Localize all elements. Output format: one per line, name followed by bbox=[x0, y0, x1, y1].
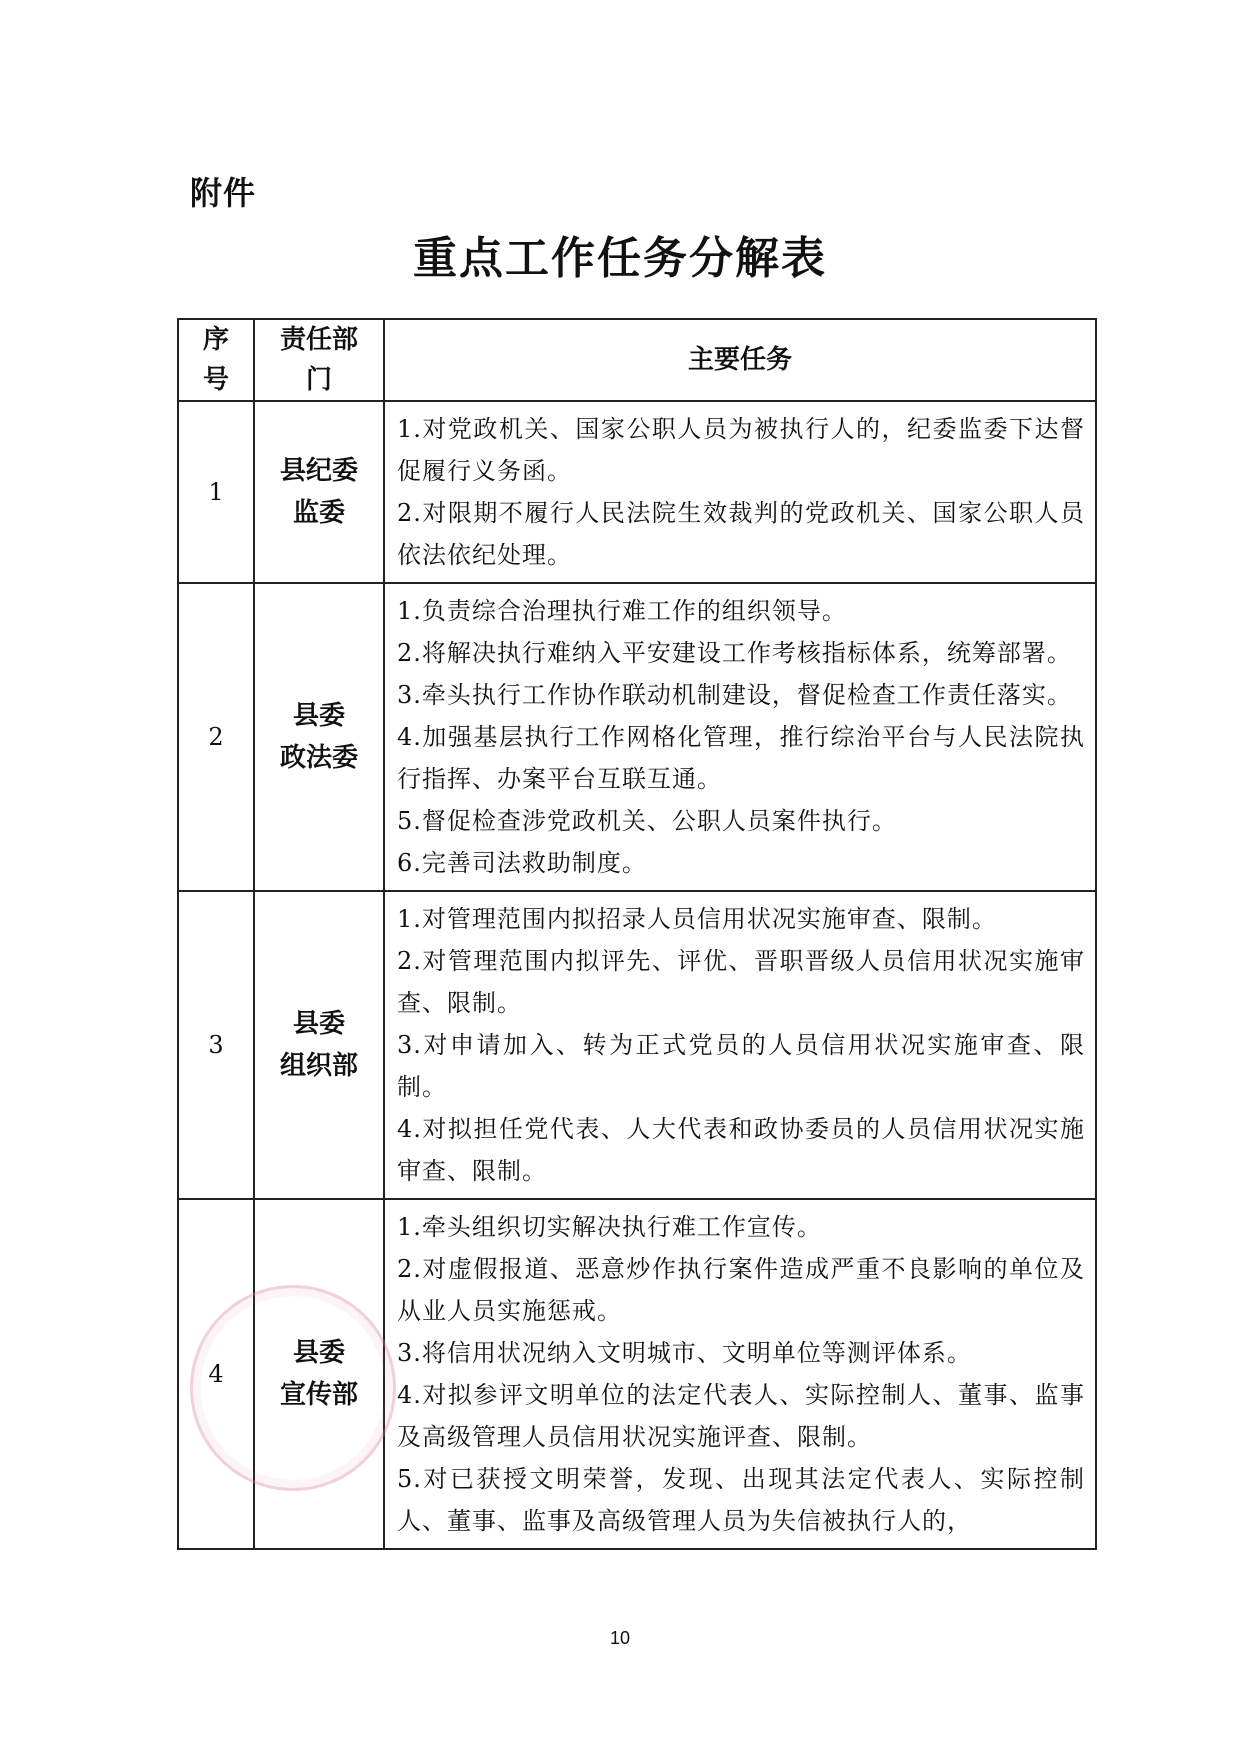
row-department bbox=[254, 401, 384, 583]
task-item: 4.加强基层执行工作网格化管理，推行综治平台与人民法院执行指挥、办案平台互联互通。 bbox=[397, 723, 1085, 793]
task-item: 1.对管理范围内拟招录人员信用状况实施审查、限制。 bbox=[397, 905, 997, 933]
task-item: 3.对申请加入、转为正式党员的人员信用状况实施审查、限制。 bbox=[397, 1031, 1085, 1101]
task-item: 5.督促检查涉党政机关、公职人员案件执行。 bbox=[397, 807, 897, 835]
table-row bbox=[178, 1199, 1096, 1549]
row-department bbox=[254, 891, 384, 1199]
header-department-line: 责任部 bbox=[279, 325, 358, 355]
task-item: 3.牵头执行工作协作联动机制建设，督促检查工作责任落实。 bbox=[397, 681, 1072, 709]
header-main-tasks: 主要任务 bbox=[384, 319, 1096, 401]
header-department-line: 门 bbox=[305, 365, 332, 395]
row-department bbox=[254, 1199, 384, 1549]
document-title: 重点工作任务分解表 bbox=[413, 233, 827, 284]
task-item: 1.对党政机关、国家公职人员为被执行人的，纪委监委下达督促履行义务函。 bbox=[397, 415, 1085, 485]
row-tasks bbox=[384, 891, 1096, 1199]
attachment-label: 附件 bbox=[190, 174, 257, 212]
header-serial-line: 号 bbox=[202, 365, 229, 395]
table-row bbox=[178, 401, 1096, 583]
header-responsible-department bbox=[254, 319, 384, 401]
task-breakdown-table bbox=[177, 318, 1097, 1550]
page-number: 10 bbox=[609, 1628, 631, 1648]
department-line: 组织部 bbox=[279, 1051, 358, 1081]
task-item: 4.对拟担任党代表、人大代表和政协委员的人员信用状况实施审查、限制。 bbox=[397, 1115, 1085, 1185]
task-item: 2.将解决执行难纳入平安建设工作考核指标体系，统筹部署。 bbox=[397, 639, 1072, 667]
row-serial-number: 1 bbox=[178, 401, 254, 583]
task-item: 1.负责综合治理执行难工作的组织领导。 bbox=[397, 597, 847, 625]
task-item: 6.完善司法救助制度。 bbox=[397, 849, 647, 877]
task-item: 4.对拟参评文明单位的法定代表人、实际控制人、董事、监事及高级管理人员信用状况实施评查、限制。 bbox=[397, 1381, 1085, 1451]
department-line: 县纪委 bbox=[279, 456, 358, 486]
task-item: 2.对管理范围内拟评先、评优、晋职晋级人员信用状况实施审查、限制。 bbox=[397, 947, 1085, 1017]
row-serial-number: 3 bbox=[178, 891, 254, 1199]
task-item: 5.对已获授文明荣誉，发现、出现其法定代表人、实际控制人、董事、监事及高级管理人员为失信被执行人的， bbox=[397, 1465, 1085, 1535]
department-line: 政法委 bbox=[279, 743, 358, 773]
header-serial-number bbox=[178, 319, 254, 401]
row-serial-number: 4 bbox=[178, 1199, 254, 1549]
row-tasks bbox=[384, 583, 1096, 891]
task-item: 1.牵头组织切实解决执行难工作宣传。 bbox=[397, 1213, 822, 1241]
task-item: 2.对限期不履行人民法院生效裁判的党政机关、国家公职人员依法依纪处理。 bbox=[397, 499, 1085, 569]
department-line: 监委 bbox=[292, 498, 345, 528]
header-serial-line: 序 bbox=[202, 325, 229, 355]
row-department bbox=[254, 583, 384, 891]
task-item: 2.对虚假报道、恶意炒作执行案件造成严重不良影响的单位及从业人员实施惩戒。 bbox=[397, 1255, 1085, 1325]
department-line: 县委 bbox=[292, 1338, 345, 1368]
row-serial-number: 2 bbox=[178, 583, 254, 891]
row-tasks bbox=[384, 401, 1096, 583]
department-line: 县委 bbox=[292, 701, 345, 731]
table-row bbox=[178, 891, 1096, 1199]
department-line: 县委 bbox=[292, 1009, 345, 1039]
table-header-row bbox=[178, 319, 1096, 401]
task-item: 3.将信用状况纳入文明城市、文明单位等测评体系。 bbox=[397, 1339, 972, 1367]
department-line: 宣传部 bbox=[279, 1380, 358, 1410]
row-tasks bbox=[384, 1199, 1096, 1549]
table-row bbox=[178, 583, 1096, 891]
